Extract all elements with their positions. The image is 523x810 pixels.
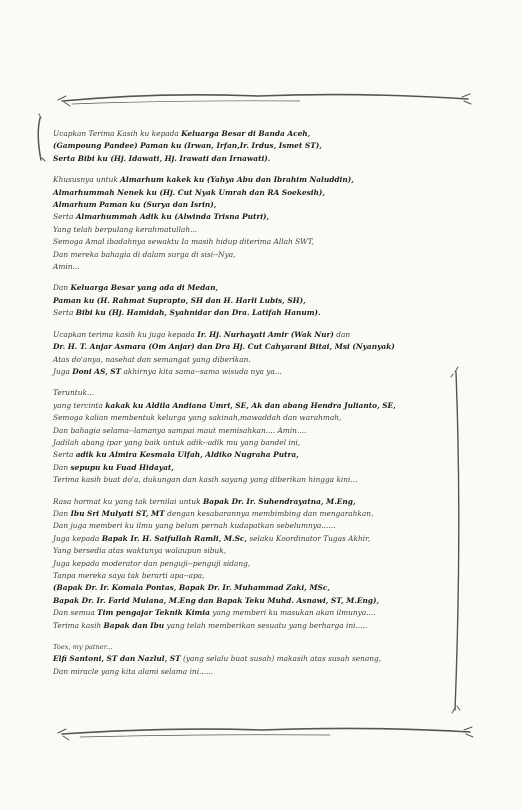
text-segment: Khususnya untuk bbox=[53, 175, 121, 185]
bottom-divider-ornament bbox=[58, 727, 473, 740]
text-line bbox=[53, 582, 473, 594]
text-line bbox=[53, 329, 473, 341]
emphasized-text: Bibi ku (Hj. Hamidah, Syahnidar dan Dra. Latifah Hanum). bbox=[75, 308, 321, 318]
text-segment: Dan miracle yang kita alami selama ini...... bbox=[53, 666, 214, 676]
text-line bbox=[53, 174, 473, 186]
text-line bbox=[53, 508, 473, 520]
text-line bbox=[53, 570, 473, 582]
text-segment: Dan bahagia selama--lamanya sampai maut memisahkan.... Amin.... bbox=[53, 425, 307, 435]
text-line bbox=[53, 140, 473, 152]
text-line bbox=[53, 387, 473, 399]
text-segment: Juga bbox=[53, 366, 73, 376]
text-segment: Yang telah berpulang kerahmatullah... bbox=[53, 224, 198, 234]
paragraph bbox=[53, 329, 473, 379]
text-segment: Amin... bbox=[53, 262, 80, 272]
text-line bbox=[53, 449, 473, 461]
text-segment: Toex, my patner... bbox=[53, 643, 113, 652]
text-line bbox=[53, 187, 473, 199]
emphasized-text: Ibu Sri Mulyati ST, MT bbox=[70, 508, 165, 518]
text-segment: Ucapkan terima kasih ku juga kepada bbox=[53, 329, 198, 339]
paragraph bbox=[53, 282, 473, 319]
text-line bbox=[53, 236, 473, 248]
text-line bbox=[53, 653, 473, 665]
paragraph bbox=[53, 496, 473, 632]
emphasized-text: Bapak Dr. Ir. Farid Mulana, M.Eng dan Bapak Teku Muhd. Asnawi, ST, M.Eng), bbox=[53, 595, 380, 605]
text-segment: Ucapkan Terima Kasih ku kepada bbox=[53, 129, 182, 138]
text-line bbox=[53, 354, 473, 366]
emphasized-text: Dr. H. T. Anjar Asmara (Om Anjar) dan Dra Hj. Cut Cahyarani Bitai, Msi (Nyanyak) bbox=[53, 342, 395, 352]
emphasized-text: sepupu ku Fuad Hidayat, bbox=[70, 462, 174, 472]
text-segment: yang tercinta bbox=[53, 400, 106, 410]
text-line bbox=[53, 620, 473, 632]
text-segment: Serta bbox=[53, 212, 76, 222]
emphasized-text: Bapak Ir. H. Saifullah Ramli, M.Sc, bbox=[101, 533, 248, 543]
emphasized-text: Tim pengajar Teknik Kimia bbox=[97, 608, 210, 618]
text-segment: Juga kepada bbox=[53, 533, 102, 543]
emphasized-text: Bapak Dr. Ir. Suhendrayatna, M.Eng, bbox=[202, 496, 356, 506]
paragraph bbox=[53, 128, 473, 165]
text-segment: dan bbox=[333, 329, 351, 339]
text-line bbox=[53, 211, 473, 223]
text-segment: Atas do'anya, nasehat dan semangat yang diberikan. bbox=[53, 354, 251, 364]
text-line bbox=[53, 341, 473, 353]
text-segment: Teruntuk... bbox=[53, 388, 95, 398]
acknowledgement-text bbox=[53, 128, 473, 687]
emphasized-text: Almarhum kakek ku (Yahya Abu dan Ibrahim Naluddin), bbox=[120, 175, 354, 185]
text-segment: Semoga Amal ibadahnya sewaktu Ia masih hidup diterima Allah SWT, bbox=[53, 237, 314, 247]
text-segment: Serta bbox=[53, 308, 76, 318]
text-segment: Dan mereka bahagia di dalam surga di sisi--Nya, bbox=[53, 249, 236, 259]
text-line bbox=[53, 533, 473, 545]
emphasized-text: Paman ku (H. Rahmat Suprapto, SH dan H. Harli Lubis, SH), bbox=[53, 295, 306, 305]
text-line bbox=[53, 249, 473, 261]
left-bracket-ornament bbox=[38, 114, 45, 161]
text-segment: dengan kesabarannya membimbing dan mengarahkan, bbox=[164, 508, 374, 518]
top-divider-ornament bbox=[58, 94, 471, 106]
text-segment: (yang selalu buat susah) makasih atas susah senang, bbox=[180, 654, 382, 664]
text-line bbox=[53, 224, 473, 236]
text-line bbox=[53, 282, 473, 294]
emphasized-text: Almarhummah Nenek ku (Hj. Cut Nyak Umrah dan RA Soekesih), bbox=[53, 187, 325, 197]
text-line bbox=[53, 520, 473, 532]
text-segment: Juga kepada moderator dan penguji--penguji sidang, bbox=[53, 558, 251, 568]
text-line bbox=[53, 295, 473, 307]
text-line bbox=[53, 474, 473, 486]
paragraph bbox=[53, 387, 473, 486]
text-segment: Dan juga memberi ku ilmu yang belum pernah kudapatkan sebelumnya...... bbox=[53, 521, 336, 531]
text-line bbox=[53, 545, 473, 557]
text-segment: Jadilah abang ipar yang baik untuk adik--adik mu yang bandel ini, bbox=[53, 437, 301, 447]
text-line bbox=[53, 595, 473, 607]
emphasized-text: adik ku Almira Kesmala Ulfah, Aldiko Nugraha Putra, bbox=[75, 450, 299, 460]
text-segment: yang telah memberikan sesuatu yang berharga ini..... bbox=[164, 620, 368, 630]
text-segment: Dan semua bbox=[53, 608, 98, 618]
paragraph bbox=[53, 641, 473, 678]
text-segment: Serta bbox=[53, 450, 76, 460]
text-segment: Tanpa mereka saya tak berarti apa--apa, bbox=[53, 571, 205, 580]
text-line bbox=[53, 666, 473, 678]
text-segment: akhirnya kita sama--sama wisuda nya ya... bbox=[121, 366, 282, 376]
emphasized-text: Keluarga Besar yang ada di Medan, bbox=[70, 283, 219, 293]
text-line bbox=[53, 462, 473, 474]
text-segment: Semoga kalian membentuk kelurga yang sakinah,mawaddah dan warahmah, bbox=[53, 413, 342, 423]
text-line bbox=[53, 558, 473, 570]
emphasized-text: Ir. Hj. Nurhayati Amir (Wak Nur) bbox=[197, 329, 334, 339]
text-line bbox=[53, 641, 473, 653]
text-line bbox=[53, 412, 473, 424]
emphasized-text: kakak ku Aldila Andiana Umri, SE, Ak dan abang Hendra Julianto, SE, bbox=[105, 400, 396, 410]
text-segment: Dan bbox=[53, 283, 71, 293]
text-segment: Dan bbox=[53, 508, 71, 518]
text-line bbox=[53, 425, 473, 437]
emphasized-text: Doni AS, ST bbox=[72, 366, 122, 376]
text-segment: yang memberi ku masukan akan ilmunya.... bbox=[209, 608, 376, 618]
emphasized-text: (Bapak Dr. Ir. Komala Pontas, Bapak Dr. Ir. Muhammad Zaki, MSc, bbox=[53, 583, 330, 593]
emphasized-text: Serta Bibi ku (Hj. Idawati, Hj. Irawati dan Irnawati). bbox=[53, 153, 271, 163]
emphasized-text: (Gampoung Pandee) Paman ku (Irwan, Irfan,Ir. Irdus, Ismet ST), bbox=[53, 141, 322, 151]
text-line bbox=[53, 199, 473, 211]
emphasized-text: Bapak dan Ibu bbox=[103, 620, 165, 630]
text-segment: Dan bbox=[53, 462, 71, 472]
text-segment: Terima kasih bbox=[53, 620, 104, 630]
text-segment: selaku Koordinator Tugas Akhir, bbox=[247, 533, 371, 543]
text-line bbox=[53, 153, 473, 165]
text-line bbox=[53, 496, 473, 508]
text-line bbox=[53, 400, 473, 412]
text-line bbox=[53, 366, 473, 378]
text-segment: Terima kasih buat do'a, dukungan dan kasih sayang yang diberikan hingga kini... bbox=[53, 475, 358, 485]
emphasized-text: Elfi Santoni, ST dan Nazlul, ST bbox=[53, 654, 181, 664]
text-line bbox=[53, 128, 473, 140]
paragraph bbox=[53, 174, 473, 273]
emphasized-text: Almarhummah Adik ku (Alwinda Trisna Putri), bbox=[75, 212, 270, 222]
text-line bbox=[53, 607, 473, 619]
text-segment: Yang bersedia atas waktunya walaupun sibuk, bbox=[53, 546, 227, 556]
text-segment: Rasa hormat ku yang tak ternilai untuk bbox=[53, 496, 203, 506]
emphasized-text: Keluarga Besar di Banda Aceh, bbox=[181, 129, 311, 138]
emphasized-text: Almarhum Paman ku (Surya dan Isrin), bbox=[53, 200, 217, 210]
text-line bbox=[53, 261, 473, 273]
text-line bbox=[53, 307, 473, 319]
text-line bbox=[53, 437, 473, 449]
